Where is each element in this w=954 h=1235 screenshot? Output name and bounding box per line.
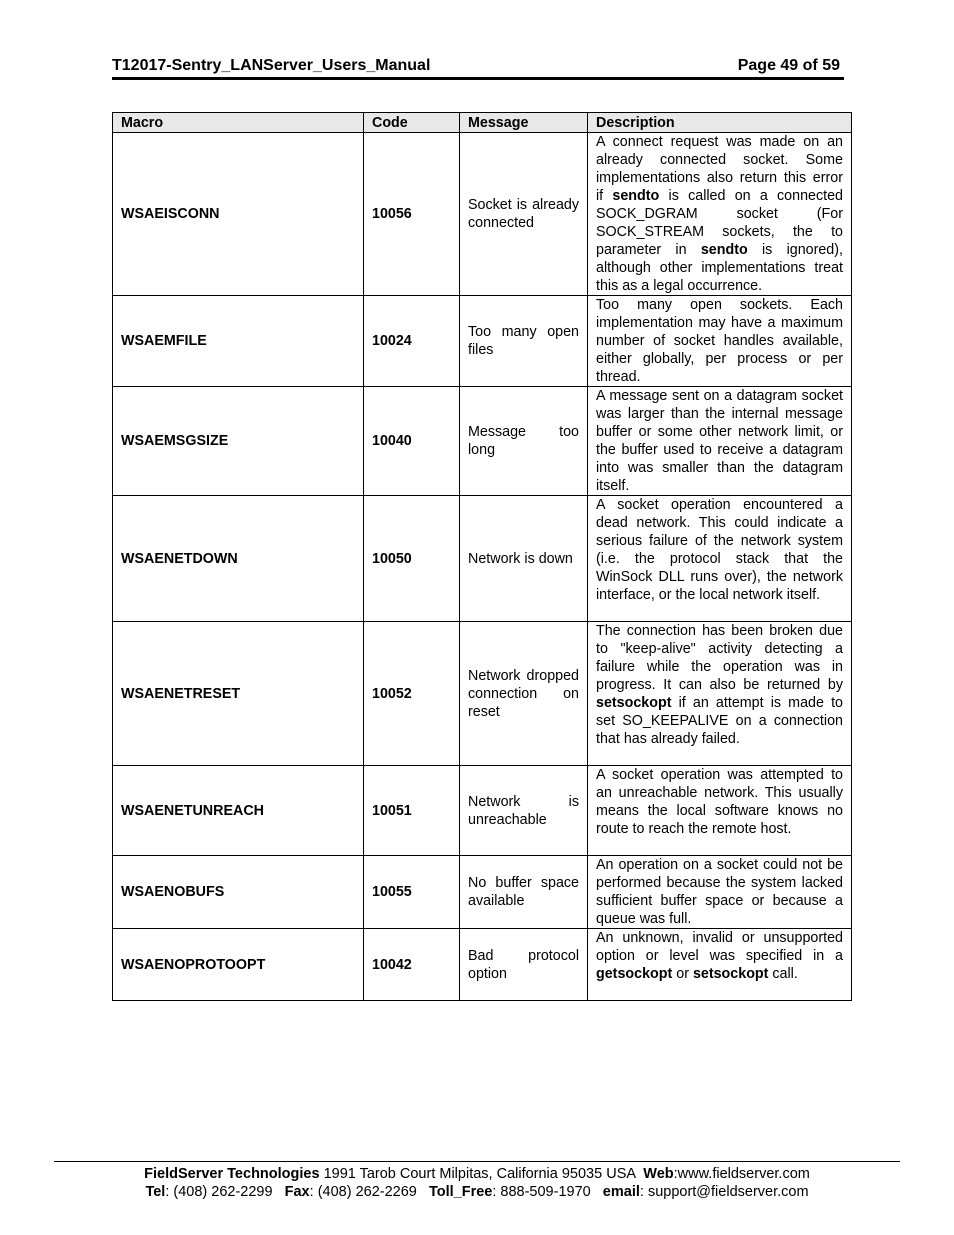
message-cell: Message too long [460,387,588,496]
column-header-description: Description [588,113,852,133]
description-text: A socket operation was attempted to an unreachable network. This usually means the local software knows no route to reach the remote host. [596,767,843,837]
footer-line-1 [54,1165,900,1183]
footer-email-label: email [602,1184,640,1200]
footer-tel-value: : (408) 262-2299 [165,1184,285,1200]
macro-cell: WSAEMFILE [113,296,364,387]
code-cell: 10056 [364,133,460,296]
code-cell: 10055 [364,856,460,929]
description-keyword: sendto [700,242,748,258]
code-cell: 10051 [364,766,460,856]
description-text: or [672,966,693,982]
description-text: call. [768,966,798,982]
table-row [113,387,852,496]
table-row [113,622,852,766]
description-text: is ignored), although other implementations treat this as a legal occurrence. [596,242,843,294]
message-cell: No buffer space available [460,856,588,929]
table-row [113,133,852,296]
description-text: A connect request was made on an already connected socket. Some implementations also return this error if [596,134,843,204]
code-cell: 10024 [364,296,460,387]
description-cell [588,929,852,1001]
description-cell [588,296,852,387]
macro-cell: WSAENETUNREACH [113,766,364,856]
description-text: A socket operation encountered a dead network. This could indicate a serious failure of the network system (i.e. the protocol stack that the WinSock DLL runs over), the network interface, or the local network itself. [596,497,843,603]
message-cell: Network dropped connection on reset [460,622,588,766]
description-keyword: setsockopt [692,966,769,982]
macro-cell: WSAEISCONN [113,133,364,296]
footer-web-label: Web [643,1166,674,1182]
description-text: An unknown, invalid or unsupported option or level was specified in a [596,930,843,964]
description-cell [588,133,852,296]
description-text: A message sent on a datagram socket was larger than the internal message buffer or some other network limit, or the buffer used to receive a datagram into was smaller than the datagram itself. [596,388,843,494]
description-text: if an attempt is made to set SO_KEEPALIVE on a connection that has already failed. [596,695,843,747]
page-header [112,57,844,79]
page-footer [54,1165,900,1201]
description-text: The connection has been broken due to "keep-alive" activity detecting a failure while the operation was in progress. It can also be returned by [596,623,843,693]
table-row [113,766,852,856]
macro-cell: WSAENOPROTOOPT [113,929,364,1001]
code-cell: 10040 [364,387,460,496]
footer-tel-label: Tel [145,1184,166,1200]
footer-email-value: : support@fieldserver.com [639,1184,809,1200]
description-cell [588,766,852,856]
message-cell: Network is down [460,496,588,622]
table-row [113,296,852,387]
code-cell: 10052 [364,622,460,766]
description-cell [588,856,852,929]
table-row [113,496,852,622]
footer-divider [54,1161,900,1162]
description-text: is called on a connected SOCK_DGRAM socket (For SOCK_STREAM sockets, the to parameter in [596,188,844,258]
description-cell [588,387,852,496]
column-header-macro: Macro [113,113,364,133]
description-text: An operation on a socket could not be performed because the system lacked sufficient buffer space or because a queue was full. [596,857,843,927]
table-row [113,929,852,1001]
footer-fax-value: : (408) 262-2269 [309,1184,429,1200]
description-keyword: getsockopt [596,966,673,982]
macro-cell: WSAENETRESET [113,622,364,766]
message-cell: Bad protocol option [460,929,588,1001]
footer-web-value: :www.fieldserver.com [673,1166,810,1182]
description-text: Too many open sockets. Each implementation may have a maximum number of socket handles available, either globally, per process or per thread. [596,297,843,385]
table-header-row [113,113,852,133]
table-row [113,856,852,929]
footer-tollfree-value: : 888-509-1970 [492,1184,603,1200]
code-cell: 10042 [364,929,460,1001]
macro-cell: WSAEMSGSIZE [113,387,364,496]
column-header-code: Code [364,113,460,133]
footer-company: FieldServer Technologies [144,1166,320,1182]
header-divider [112,77,844,80]
footer-line-2 [54,1183,900,1201]
description-keyword: setsockopt [596,695,672,711]
macro-cell: WSAENOBUFS [113,856,364,929]
message-cell: Socket is already connected [460,133,588,296]
footer-tollfree-label: Toll_Free [428,1184,493,1200]
page-number: Page 49 of 59 [737,57,840,74]
description-cell [588,622,852,766]
message-cell: Network is unreachable [460,766,588,856]
code-cell: 10050 [364,496,460,622]
footer-fax-label: Fax [284,1184,310,1200]
error-codes-table [112,112,852,1001]
description-cell [588,496,852,622]
document-title: T12017-Sentry_LANServer_Users_Manual [112,57,431,74]
footer-address: 1991 Tarob Court Milpitas, California 95035 USA [319,1166,644,1182]
description-keyword: sendto [612,188,660,204]
message-cell: Too many open files [460,296,588,387]
macro-cell: WSAENETDOWN [113,496,364,622]
column-header-message: Message [460,113,588,133]
